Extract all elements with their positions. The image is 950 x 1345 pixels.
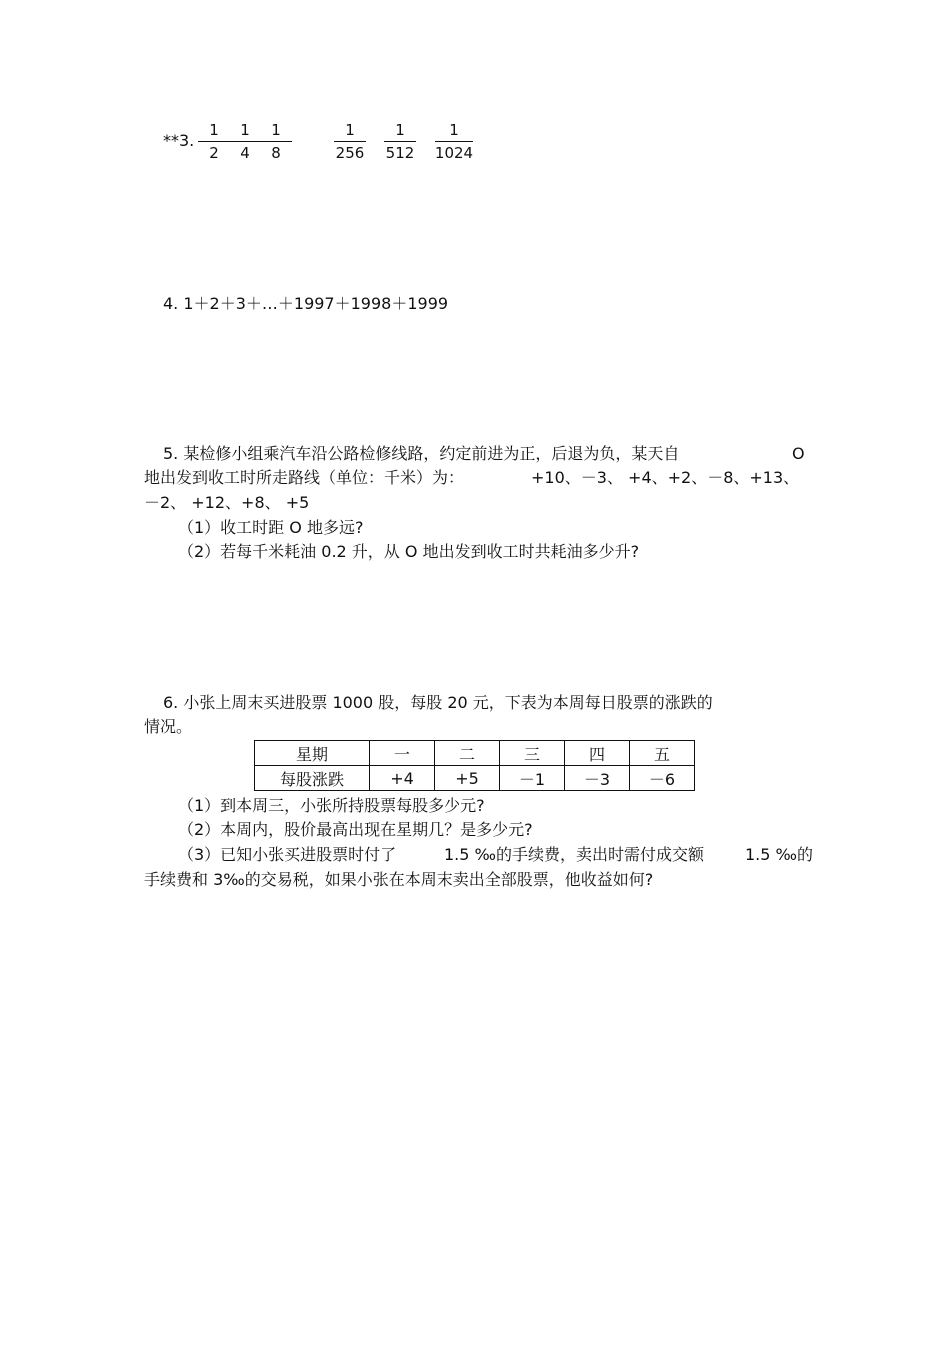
q5-sub2: （2）若每千米耗油 0.2 升，从 O 地出发到收工时共耗油多少升? — [178, 542, 640, 561]
q6-line1: 6. 小张上周末买进股票 1000 股，每股 20 元，下表为本周每日股票的涨跌的 — [163, 693, 713, 712]
q5-line1-o: O — [792, 444, 805, 463]
q5-line2-b: +10、－3、 +4、+2、－8、+13、 — [531, 468, 800, 487]
table-cell: 每股涨跌 — [255, 766, 370, 791]
numerator: 1 — [271, 121, 281, 139]
fraction-bar — [334, 141, 366, 142]
table-cell: 星期 — [255, 741, 370, 766]
denominator: 4 — [240, 144, 250, 162]
fraction-4 — [330, 121, 370, 162]
q6-sub3-line2: 手续费和 3‰的交易税，如果小张在本周末卖出全部股票，他收益如何? — [144, 870, 654, 889]
q6-sub1: （1）到本周三，小张所持股票每股多少元? — [178, 796, 485, 815]
table-cell: +5 — [435, 766, 500, 791]
table-cell: －6 — [630, 766, 695, 791]
fraction-bar — [260, 141, 292, 142]
table-cell: +4 — [370, 766, 435, 791]
table-cell: 二 — [435, 741, 500, 766]
table-cell: －1 — [500, 766, 565, 791]
denominator: 256 — [335, 144, 365, 162]
q5-sub1: （1）收工时距 O 地多远? — [178, 518, 364, 537]
denominator: 512 — [385, 144, 415, 162]
table-cell: 四 — [565, 741, 630, 766]
q6-sub2: （2）本周内，股价最高出现在星期几？是多少元? — [178, 820, 533, 839]
fraction-bar — [435, 141, 473, 142]
numerator: 1 — [209, 121, 219, 139]
q5-line1: 5. 某检修小组乘汽车沿公路检修线路，约定前进为正，后退为负，某天自 — [163, 444, 680, 463]
table-cell: 一 — [370, 741, 435, 766]
numerator: 1 — [240, 121, 250, 139]
fraction-5 — [380, 121, 420, 162]
q5-line2-a: 地出发到收工时所走路线（单位：千米）为： — [144, 468, 465, 487]
table-cell: 三 — [500, 741, 565, 766]
numerator: 1 — [345, 121, 355, 139]
q6-sub3-b: 1.5 ‰的手续费，卖出时需付成交额 — [444, 845, 705, 864]
fraction-bar — [384, 141, 416, 142]
table-cell: 五 — [630, 741, 695, 766]
table-row — [255, 766, 695, 791]
q3-label: **3. — [163, 131, 195, 150]
q6-sub3-a: （3）已知小张买进股票时付了 — [178, 845, 397, 864]
fraction-3 — [256, 121, 296, 162]
numerator: 1 — [449, 121, 459, 139]
denominator: 1024 — [434, 144, 474, 162]
stock-change-table — [254, 740, 695, 791]
denominator: 8 — [271, 144, 281, 162]
q5-line3: －2、 +12、+8、 +5 — [144, 493, 310, 512]
table-cell: －3 — [565, 766, 630, 791]
q6-line2: 情况。 — [144, 717, 193, 736]
fraction-6 — [431, 121, 477, 162]
denominator: 2 — [209, 144, 219, 162]
table-header-row — [255, 741, 695, 766]
q4-text: 4. 1＋2＋3＋…＋1997＋1998＋1999 — [163, 294, 449, 313]
numerator: 1 — [395, 121, 405, 139]
q6-sub3-c: 1.5 ‰的 — [745, 845, 814, 864]
